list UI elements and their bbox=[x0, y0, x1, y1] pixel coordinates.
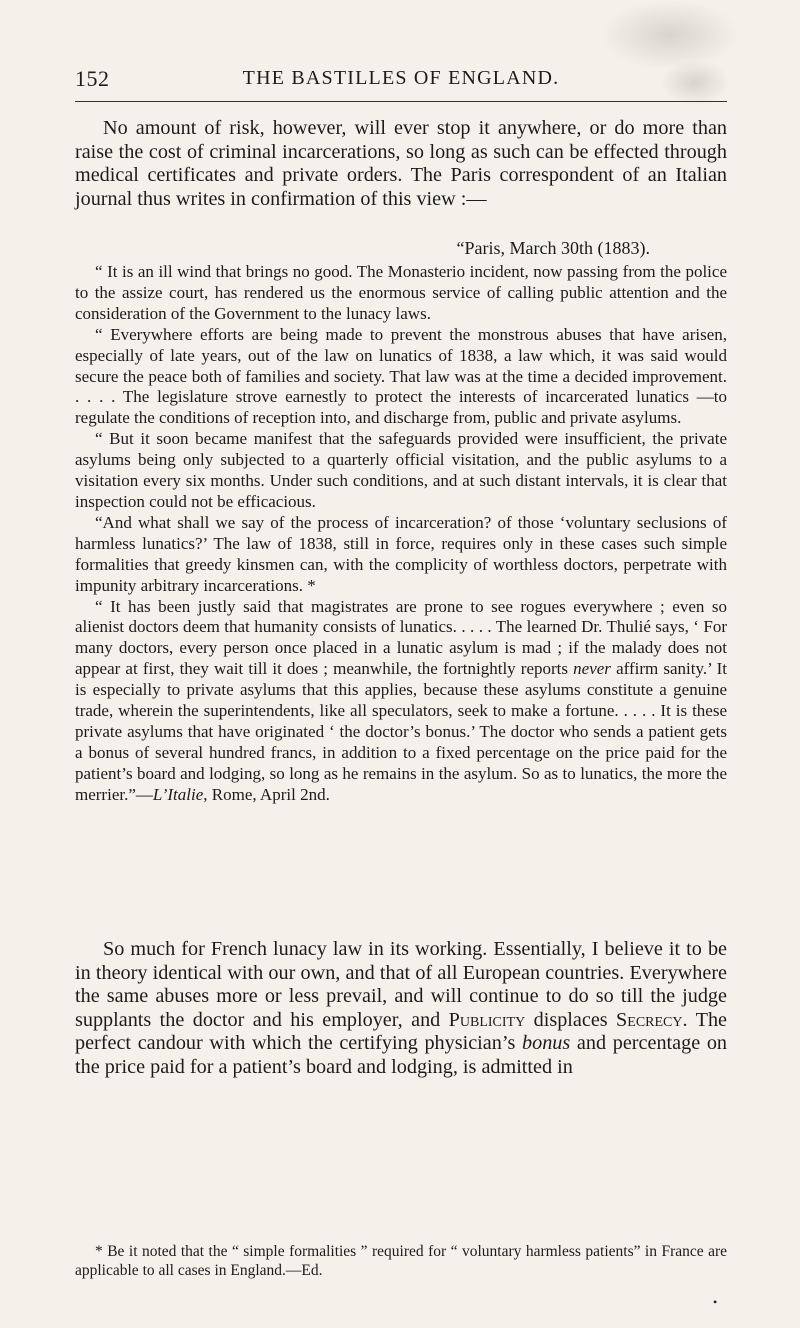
page-header bbox=[75, 66, 727, 96]
emphasis-never: never bbox=[573, 659, 611, 679]
running-title: THE BASTILLES OF ENGLAND. bbox=[242, 67, 560, 89]
header-rule bbox=[75, 101, 727, 102]
quote-paragraph: “ Everywhere efforts are being made to prevent the monstrous abuses that have arisen, especially of late years, out of the law on lunatics of 1838, a law which, it was said would secure the peace both of families and society. That law was at the time a decided improvement. . . . . The legislature strove earnestly to protect the interests of incarcerated lunatics —to regulate the conditions of reception into, and discharge from, public and private asylums. bbox=[75, 324, 727, 428]
page-smudge bbox=[600, 0, 740, 70]
closing-text: displaces bbox=[533, 1008, 608, 1031]
quote-paragraph: “ It is an ill wind that brings no good. The Monasterio incident, now passing from the police to the assize court, has rendered us the enormous service of calling public attention and the consideration of the Government to the lunacy laws. bbox=[75, 262, 727, 323]
quote-paragraph: “And what shall we say of the process of incarceration? of those ‘voluntary seclusions of harmless lunatics?’ The law of 1838, still in force, requires only in these cases such simple formalities that greedy kinsmen can, with the complicity of worthless doctors, perpetrate with impunity arbitrary incarcerations. * bbox=[75, 512, 727, 595]
bonus-term: bonus bbox=[522, 1032, 571, 1055]
closing-text: and percentage on the price paid for a patient’s board and lodging, is admitted in bbox=[75, 1032, 728, 1078]
footnote: * Be it noted that the “ simple formalities ” required for “ voluntary harmless patients” in France are applicable to all cases in England.—Ed. bbox=[75, 1243, 727, 1279]
quote-paragraph bbox=[75, 597, 727, 806]
intro-paragraph: No amount of risk, however, will ever stop it anywhere, or do more than raise the cost of criminal incarcerations, so long as such can be effected through medical certificates and private orders. The Paris correspondent of an Italian journal thus writes in confirmation of this view :— bbox=[75, 117, 727, 210]
quote-paragraph: “ But it soon became manifest that the safeguards provided were insufficient, the private asylums being only subjected to a quarterly official visitation, and the public asylums to a visitation every six months. Under such conditions, and at such distant intervals, it is clear that inspection could not be efficacious. bbox=[75, 429, 727, 511]
closing-paragraph bbox=[75, 938, 727, 1080]
source-title: L’Italie bbox=[152, 784, 204, 804]
ink-dot: • bbox=[713, 1295, 718, 1309]
dateline: “Paris, March 30th (1883). bbox=[456, 238, 650, 258]
closing-text: So much for French lunacy law in its working. Essentially, I believe it to be in theory identical with our own, and that of all European countries. Everywhere the same abuses more or less prevail, and will continue to do so till the judge supplants the doctor and his employer, and bbox=[75, 938, 727, 1031]
quote-text: , Rome, April 2nd. bbox=[203, 784, 330, 804]
secrecy-term: Secrecy. bbox=[616, 1008, 688, 1031]
quote-text: “ It has been justly said that magistrates are prone to see rogues everywhere ; even so alienist doctors deem that humanity consists of lunatics. . . . . The learned Dr. Thulié says, ‘ For many doctors, every person once placed in a lunatic asylum is mad ; if the malady does not appear at first, they wait till it does ; meanwhile, the fortnightly reports bbox=[75, 596, 727, 679]
quote-text: affirm sanity.’ It is especially to private asylums that this applies, because these asylums constitute a genuine trade, wherein the superintendents, like all speculators, seek to make a fortune. . . . . It is these private asylums that have originated ‘ the doctor’s bonus.’ The doctor who sends a patient gets a bonus of several hundred francs, in addition to a fixed percentage on the price paid for the patient’s board and lodging, so long as he remains in the asylum. So as to lunatics, the more the merrier.”— bbox=[75, 659, 728, 804]
closing-text: The perfect candour with which the certifying physician’s bbox=[75, 1008, 727, 1055]
publicity-term: Publicity bbox=[448, 1008, 526, 1031]
page-number: 152 bbox=[75, 66, 110, 91]
quoted-letter bbox=[75, 262, 727, 806]
